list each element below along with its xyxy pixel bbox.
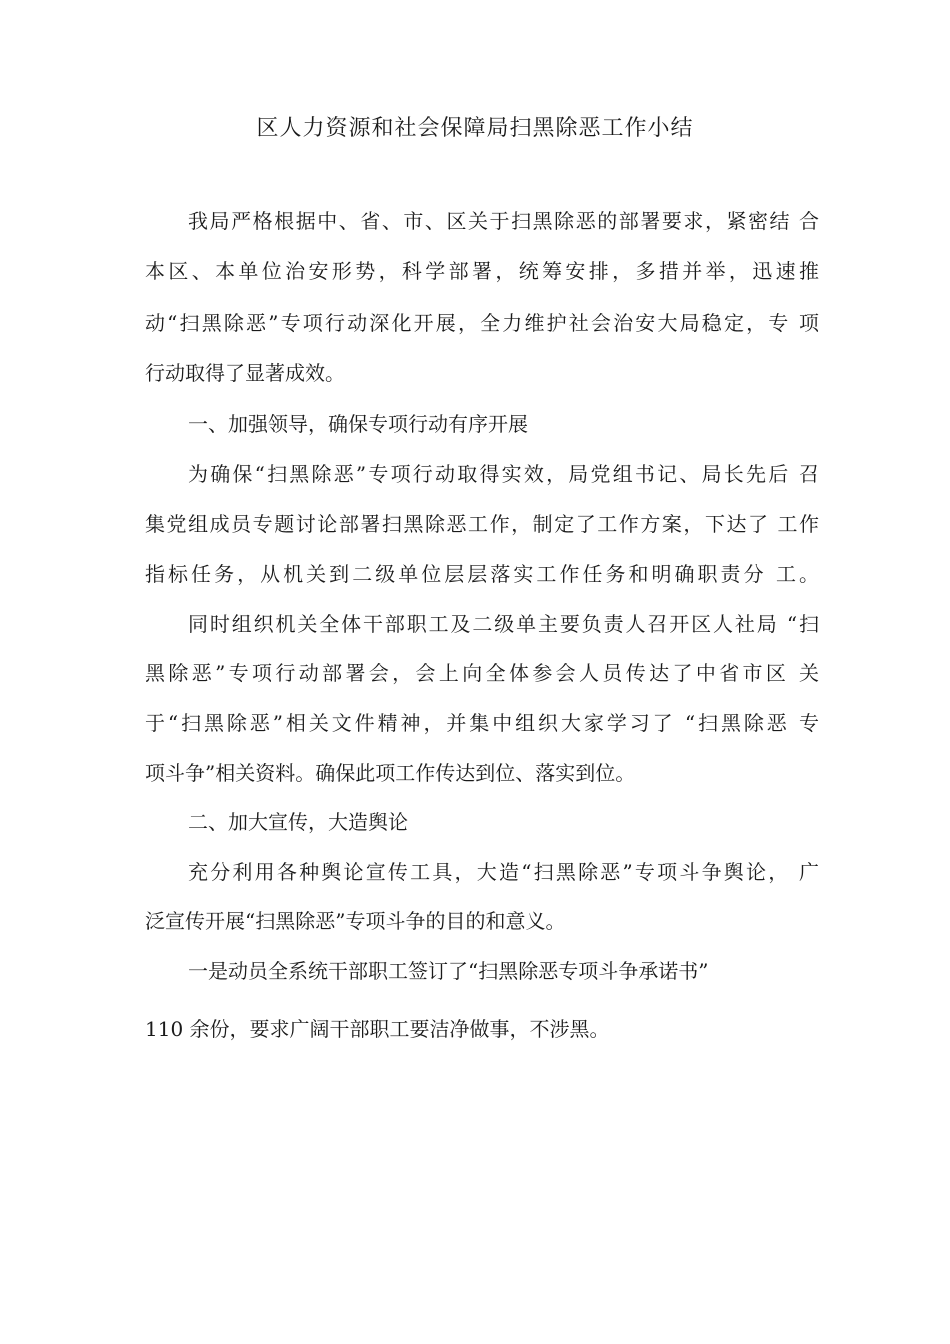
section-heading: 二、加大宣传，大造舆论	[188, 810, 408, 834]
paragraph-line: 110 余份，要求广阔干部职工要洁净做事，不涉黑。	[145, 1017, 610, 1041]
paragraph-line: 我局严格根据中、省、市、区关于扫黑除恶的部署要求，紧密结 合	[188, 209, 819, 233]
paragraph-line: 于“扫黑除恶”相关文件精神，并集中组织大家学习了 “扫黑除恶 专	[145, 711, 819, 735]
paragraph-line: 为确保“扫黑除恶”专项行动取得实效，局党组书记、局长先后 召	[188, 462, 819, 486]
paragraph-line: 一是动员全系统干部职工签订了“扫黑除恶专项斗争承诺书”	[188, 959, 709, 983]
paragraph-line: 本区、本单位治安形势，科学部署，统筹安排，多措并举，迅速推	[145, 259, 819, 283]
paragraph-line: 指标任务，从机关到二级单位层层落实工作任务和明确职责分 工。	[145, 562, 819, 586]
paragraph-line: 充分利用各种舆论宣传工具，大造“扫黑除恶”专项斗争舆论， 广	[188, 860, 819, 884]
section-heading: 一、加强领导，确保专项行动有序开展	[188, 412, 528, 436]
paragraph-line: 同时组织机关全体干部职工及二级单主要负责人召开区人社局 “扫	[188, 612, 819, 636]
paragraph-line: 泛宣传开展“扫黑除恶”专项斗争的目的和意义。	[145, 909, 566, 933]
paragraph-line: 动“扫黑除恶”专项行动深化开展，全力维护社会治安大局稳定，专 项	[145, 311, 819, 335]
paragraph-line: 行动取得了显著成效。	[145, 361, 345, 385]
paragraph-line: 集党组成员专题讨论部署扫黑除恶工作，制定了工作方案，下达了 工作	[145, 512, 819, 536]
page-title: 区人力资源和社会保障局扫黑除恶工作小结	[256, 116, 694, 141]
paragraph-line: 项斗争”相关资料。确保此项工作传达到位、落实到位。	[145, 761, 636, 785]
paragraph-line: 黑除恶”专项行动部署会，会上向全体参会人员传达了中省市区 关	[145, 661, 819, 685]
